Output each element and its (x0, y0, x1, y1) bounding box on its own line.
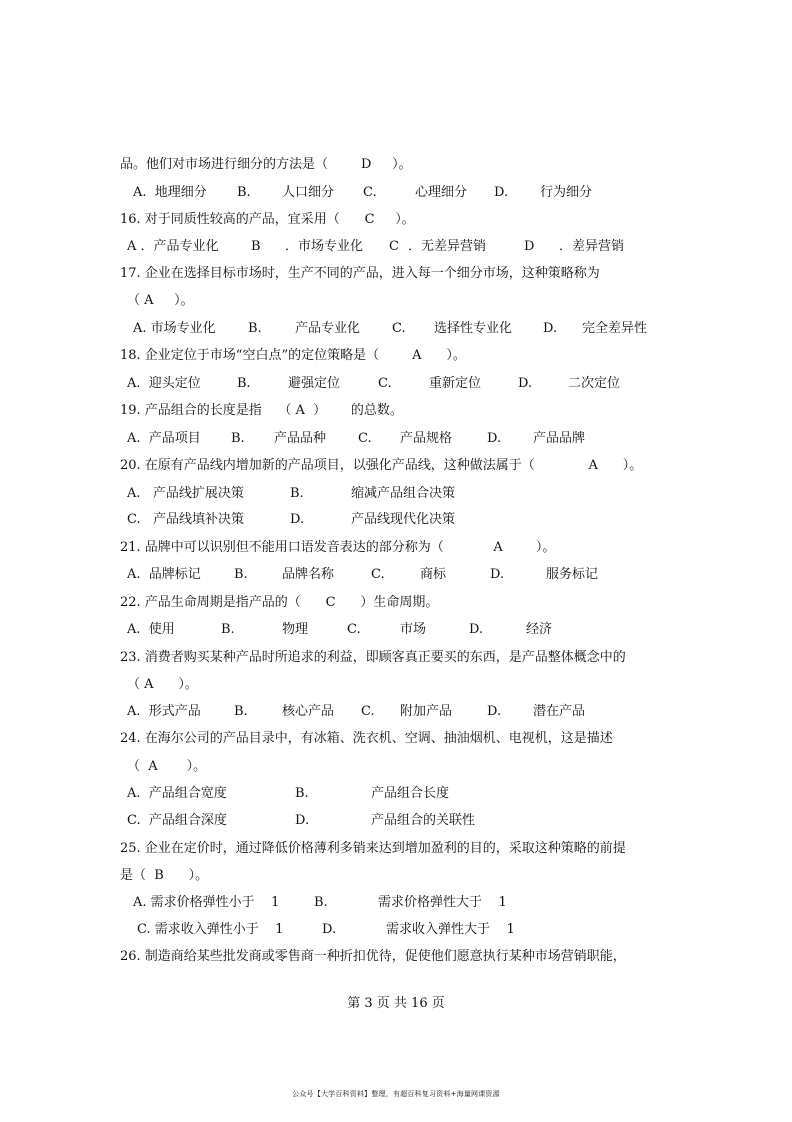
option-text: 避强定位 (288, 376, 341, 391)
text-line: 品。他们对市场进行细分的方法是（ D ）。 (120, 157, 412, 172)
option-text: ．无差异营销 (408, 239, 487, 254)
option-letter: B. (221, 622, 235, 637)
option-text: A. 形式产品 (127, 704, 201, 719)
option-letter: C. (347, 622, 361, 637)
option-letter: C. (392, 321, 406, 336)
option-letter: B. (248, 321, 262, 336)
option-text: 缩减产品组合决策 (351, 486, 456, 501)
text-line: 是（ B ）。 (120, 868, 209, 883)
option-letter: C. (358, 431, 372, 446)
option-text: A. 迎头定位 (127, 376, 201, 391)
option-letter: B. (234, 704, 248, 719)
option-text: A. 使用 (127, 622, 175, 637)
option-letter: D. (487, 431, 502, 446)
option-text: ．市场专业化 (285, 239, 364, 254)
text-line: 20. 在原有产品线内增加新的产品项目，以强化产品线，这种做法属于（ A ）。 (120, 458, 643, 473)
option-text: 产品专业化 (295, 321, 361, 336)
option-text: A. 产品线扩展决策 (127, 486, 244, 501)
text-line: 24. 在海尔公司的产品目录中，有冰箱、洗衣机、空调、抽油烟机、电视机，这是描述 (120, 731, 613, 746)
option-text: 选择性专业化 (434, 321, 513, 336)
text-line: （ A ）。 (127, 677, 198, 692)
option-text: 完全差异性 (582, 321, 648, 336)
option-text: 潜在产品 (533, 704, 586, 719)
text-line: 21. 品牌中可以识别但不能用口语发音表达的部分称为（ A ）。 (120, 540, 556, 555)
text-line: 22. 产品生命周期是指产品的（ C ）生命周期。 (120, 595, 439, 610)
option-text: ．差异营销 (559, 239, 625, 254)
option-letter: B. (231, 431, 245, 446)
footer-note: 公众号【大学百科资料】整理，有超百科复习资料+海量网课资源 (292, 1090, 500, 1098)
option-text: 产品规格 (400, 431, 453, 446)
option-letter: B. (237, 376, 251, 391)
option-letter: D. (494, 185, 509, 200)
option-text: A. 产品组合宽度 (127, 786, 227, 801)
option-text: 产品组合长度 (371, 786, 450, 801)
option-text: A. 品牌标记 (127, 567, 201, 582)
option-letter: B. (237, 185, 251, 200)
option-text: 行为细分 (540, 185, 593, 200)
text-line: 25. 企业在定价时，通过降低价格薄利多销来达到增加盈利的目的，采取这种策略的前提 (120, 841, 626, 856)
option-letter: C. (361, 704, 375, 719)
option-letter: D. (487, 704, 502, 719)
option-text: 核心产品 (282, 704, 335, 719)
text-line: 18. 企业定位于市场“空白点”的定位策略是（ A ）。 (120, 348, 466, 363)
option-text: A ．产品专业化 (127, 239, 219, 254)
option-letter: D. (518, 376, 533, 391)
option-letter: D. (490, 567, 505, 582)
option-text: C. 需求收入弹性小于 1 (137, 922, 284, 937)
option-text: 需求收入弹性大于 1 (386, 922, 515, 937)
option-text: 二次定位 (568, 376, 621, 391)
option-letter: D. (322, 922, 337, 937)
text-line: 26. 制造商给某些批发商或零售商一种折扣优待，促使他们愿意执行某种市场营销职能， (120, 949, 626, 964)
option-letter: C. (363, 185, 377, 200)
option-text: 服务标记 (546, 567, 599, 582)
option-text: A. 需求价格弹性小于 1 (133, 895, 280, 910)
page-number: 第 3 页 共 16 页 (347, 996, 445, 1011)
option-letter: C. (378, 376, 392, 391)
option-text: 产品品牌 (533, 431, 586, 446)
option-text: 人口细分 (282, 185, 335, 200)
option-text: 产品线现代化决策 (351, 512, 456, 527)
option-text: 经济 (526, 622, 553, 637)
option-letter: C. (371, 567, 385, 582)
option-text: A. 市场专业化 (133, 321, 216, 336)
option-letter: D. (469, 622, 484, 637)
option-text: 需求价格弹性大于 1 (378, 895, 507, 910)
option-text: 心理细分 (415, 185, 468, 200)
text-line: （ A ）。 (127, 759, 207, 774)
text-line: 19. 产品组合的长度是指 （ A ） 的总数。 (120, 403, 403, 418)
option-text: A. 产品项目 (127, 431, 201, 446)
option-text: 产品品种 (274, 431, 327, 446)
option-text: 物理 (282, 622, 309, 637)
option-text: 市场 (400, 622, 427, 637)
option-text: A. 地理细分 (133, 185, 207, 200)
option-text: C. 产品组合深度 (127, 813, 227, 828)
option-text: 附加产品 (400, 704, 453, 719)
option-text: 商标 (420, 567, 447, 582)
option-text: 重新定位 (429, 376, 482, 391)
option-letter: D. (290, 512, 305, 527)
text-line: 17. 企业在选择目标市场时，生产不同的产品，进入每一个细分市场，这种策略称为 (120, 266, 600, 281)
text-line: 23. 消费者购买某种产品时所追求的利益，即顾客真正要买的东西，是产品整体概念中的 (120, 650, 626, 665)
option-letter: D. (295, 813, 310, 828)
option-letter: B. (295, 786, 309, 801)
option-letter: C (389, 239, 399, 254)
text-line: （ A ）。 (127, 293, 194, 308)
option-letter: D (524, 239, 535, 254)
option-letter: B (251, 239, 261, 254)
option-letter: B. (290, 486, 304, 501)
option-letter: D. (543, 321, 558, 336)
option-letter: B. (314, 895, 328, 910)
option-letter: B. (234, 567, 248, 582)
option-text: 品牌名称 (282, 567, 335, 582)
option-text: 产品组合的关联性 (371, 813, 476, 828)
option-text: C. 产品线填补决策 (127, 512, 245, 527)
text-line: 16. 对于同质性较高的产品，宜采用（ C ）。 (120, 212, 415, 227)
